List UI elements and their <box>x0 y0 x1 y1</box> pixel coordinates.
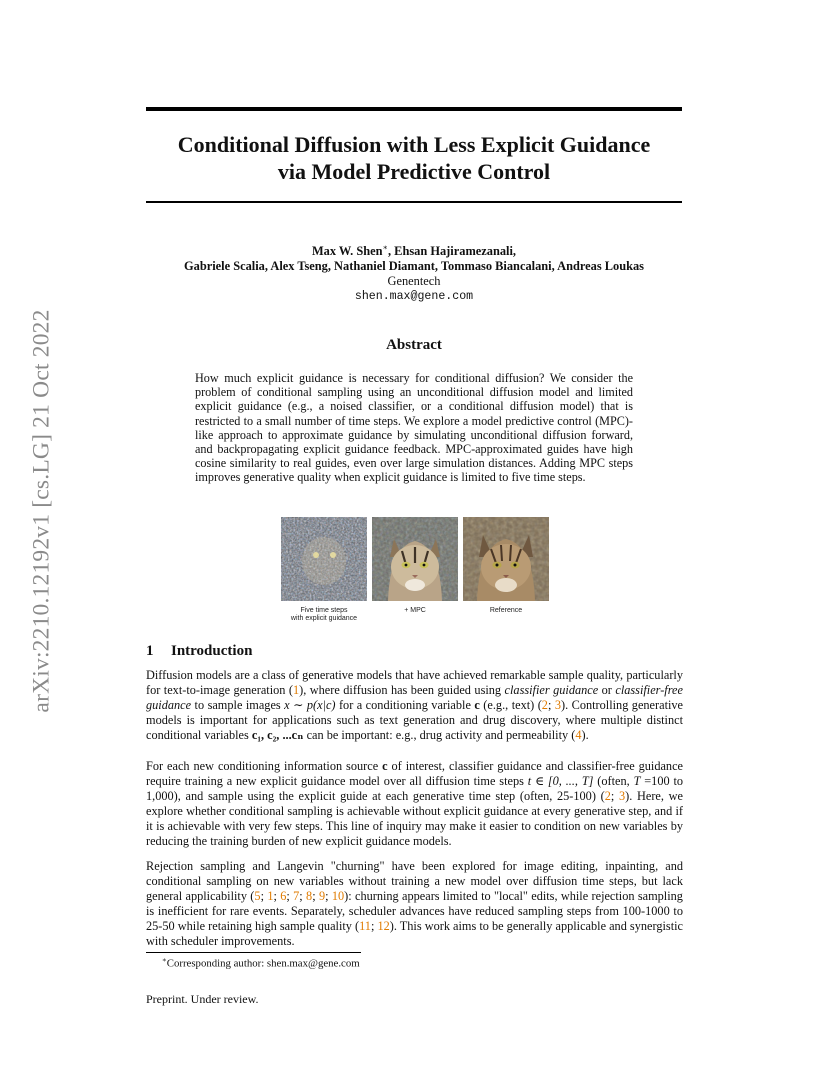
footnote-mark: ∗ <box>162 956 167 964</box>
abstract-heading: Abstract <box>386 337 442 353</box>
citation-link[interactable]: 4 <box>575 728 582 742</box>
authors-line-2: Gabriele Scalia, Alex Tseng, Nathaniel Diamant, Tommaso Biancalani, Andreas Loukas <box>183 259 645 274</box>
citation-link[interactable]: 2 <box>604 789 611 803</box>
intro-paragraph-1: Diffusion models are a class of generative models that have achieved remarkable sample quality, particularly for text-to-image generation (1), where diffusion has been guided using classifier guidance or classifier-free guidance to sample images x ∼ p(x|c) for a conditioning variable c (e.g., text) (2; 3). Controlling generative models is important for applications such as text generation and drug discovery, where multiple distinct conditional variables c₁, c₂, ...cₙ can be important: e.g., drug activity and permeability (4). <box>146 668 684 742</box>
citation-link[interactable]: 2 <box>541 698 548 712</box>
section-heading-introduction <box>146 643 252 660</box>
math-expression: c <box>474 698 480 712</box>
figure-image-mpc <box>372 517 458 601</box>
citation-link[interactable]: 7 <box>293 889 300 903</box>
math-expression: x ∼ p(x|c) <box>284 698 336 712</box>
figure-caption-reference: Reference <box>489 607 523 614</box>
preprint-notice: Preprint. Under review. <box>146 992 259 1006</box>
authors-line-1-rest: , Ehsan Hajiramezanali, <box>387 244 517 259</box>
footnote <box>162 956 360 970</box>
citation-link[interactable]: 10 <box>331 889 345 903</box>
math-expression: c₁, c₂, ...cₙ <box>251 728 304 742</box>
caption-line-2: with explicit guidance <box>290 615 358 623</box>
title-line-2: via Model Predictive Control <box>277 159 551 184</box>
citation-link[interactable]: 1 <box>267 889 274 903</box>
paper-title <box>146 131 682 185</box>
mpc-cat-image <box>372 517 458 601</box>
noisy-cat-image <box>281 517 367 601</box>
footnote-text: Corresponding author: shen.max@gene.com <box>166 957 360 970</box>
figure-image-reference <box>463 517 549 601</box>
math-expression: c <box>382 759 388 773</box>
title-line-1: Conditional Diffusion with Less Explicit Guidance <box>177 132 651 157</box>
first-author: Max W. Shen <box>311 244 383 259</box>
title-bottom-rule <box>146 201 682 203</box>
abstract-text: How much explicit guidance is necessary for conditional diffusion? We consider the problem of conditional sampling using an unconditional diffusion model and limited explicit guidance (e.g., a noised classifier, or a conditional diffusion model) that is restricted to a small number of time steps. We explore a model predictive control (MPC)-like approach to approximate guidance by simulating unconditional diffusion forward, and backpropagating explicit guidance feedback. MPC-approximated guides have high cosine similarity to real guides, even over large simulation distances. Adding MPC steps improves generative quality when explicit guidance is limited to five time steps. <box>195 371 633 485</box>
author-email: shen.max@gene.com <box>354 290 474 304</box>
corresponding-mark: ∗ <box>382 243 388 252</box>
reference-cat-image <box>463 517 549 601</box>
citation-link[interactable]: 3 <box>618 789 626 803</box>
citation-link[interactable]: 1 <box>292 683 300 697</box>
citation-link[interactable]: 11 <box>359 919 371 933</box>
caption-line-1: Five time steps <box>300 607 348 614</box>
authors-line-1 <box>146 240 682 259</box>
arxiv-stamp: arXiv:2210.12192v1 [cs.LG] 21 Oct 2022 <box>28 309 55 713</box>
section-number: 1 <box>146 643 154 659</box>
intro-paragraph-3: Rejection sampling and Langevin "churning" have been explored for image editing, inpainting, and conditional sampling on new variables without training a new model over diffusion time steps, but lack general applicability (5; 1; 6; 7; 8; 9; 10): churning appears limited to "local" edits, while rejection sampling is inefficient for rare events. Separately, scheduler advances have reduced sampling steps from 100-1000 to 25-50 while retaining high sample quality (11; 12). This work aims to be generally applicable and synergistic with scheduler improvements. <box>146 859 683 948</box>
math-expression: t ∈ [0, ..., T] <box>527 774 594 788</box>
figure-image-five-steps <box>281 517 367 601</box>
citation-link[interactable]: 5 <box>254 889 261 903</box>
footnote-rule <box>146 952 361 953</box>
affiliation: Genentech <box>387 274 441 289</box>
figure-caption-mpc: + MPC <box>404 607 426 614</box>
section-title: Introduction <box>171 643 253 659</box>
math-expression: T <box>633 774 641 788</box>
citation-link[interactable]: 6 <box>280 889 287 903</box>
intro-paragraph-2: For each new conditioning information source c of interest, classifier guidance and classifier-free guidance require training a new explicit guidance model over all diffusion time steps t ∈ [0, ..., T] (often, T =100 to 1,000), and sample using the explicit guide at each generative time step (often, 25-100) (2; 3). Here, we explore whether conditional sampling is achievable without explicit guidance at every generative step, and if it is achievable with very few steps. This line of inquiry may make it easier to condition on new variables by reducing the training burden of new explicit guidance models. <box>146 759 684 848</box>
citation-link[interactable]: 9 <box>318 889 326 903</box>
title-top-rule <box>146 107 682 111</box>
author-block <box>146 240 682 304</box>
citation-link[interactable]: 12 <box>377 919 390 933</box>
citation-link[interactable]: 8 <box>306 889 313 903</box>
citation-link[interactable]: 3 <box>554 698 561 712</box>
